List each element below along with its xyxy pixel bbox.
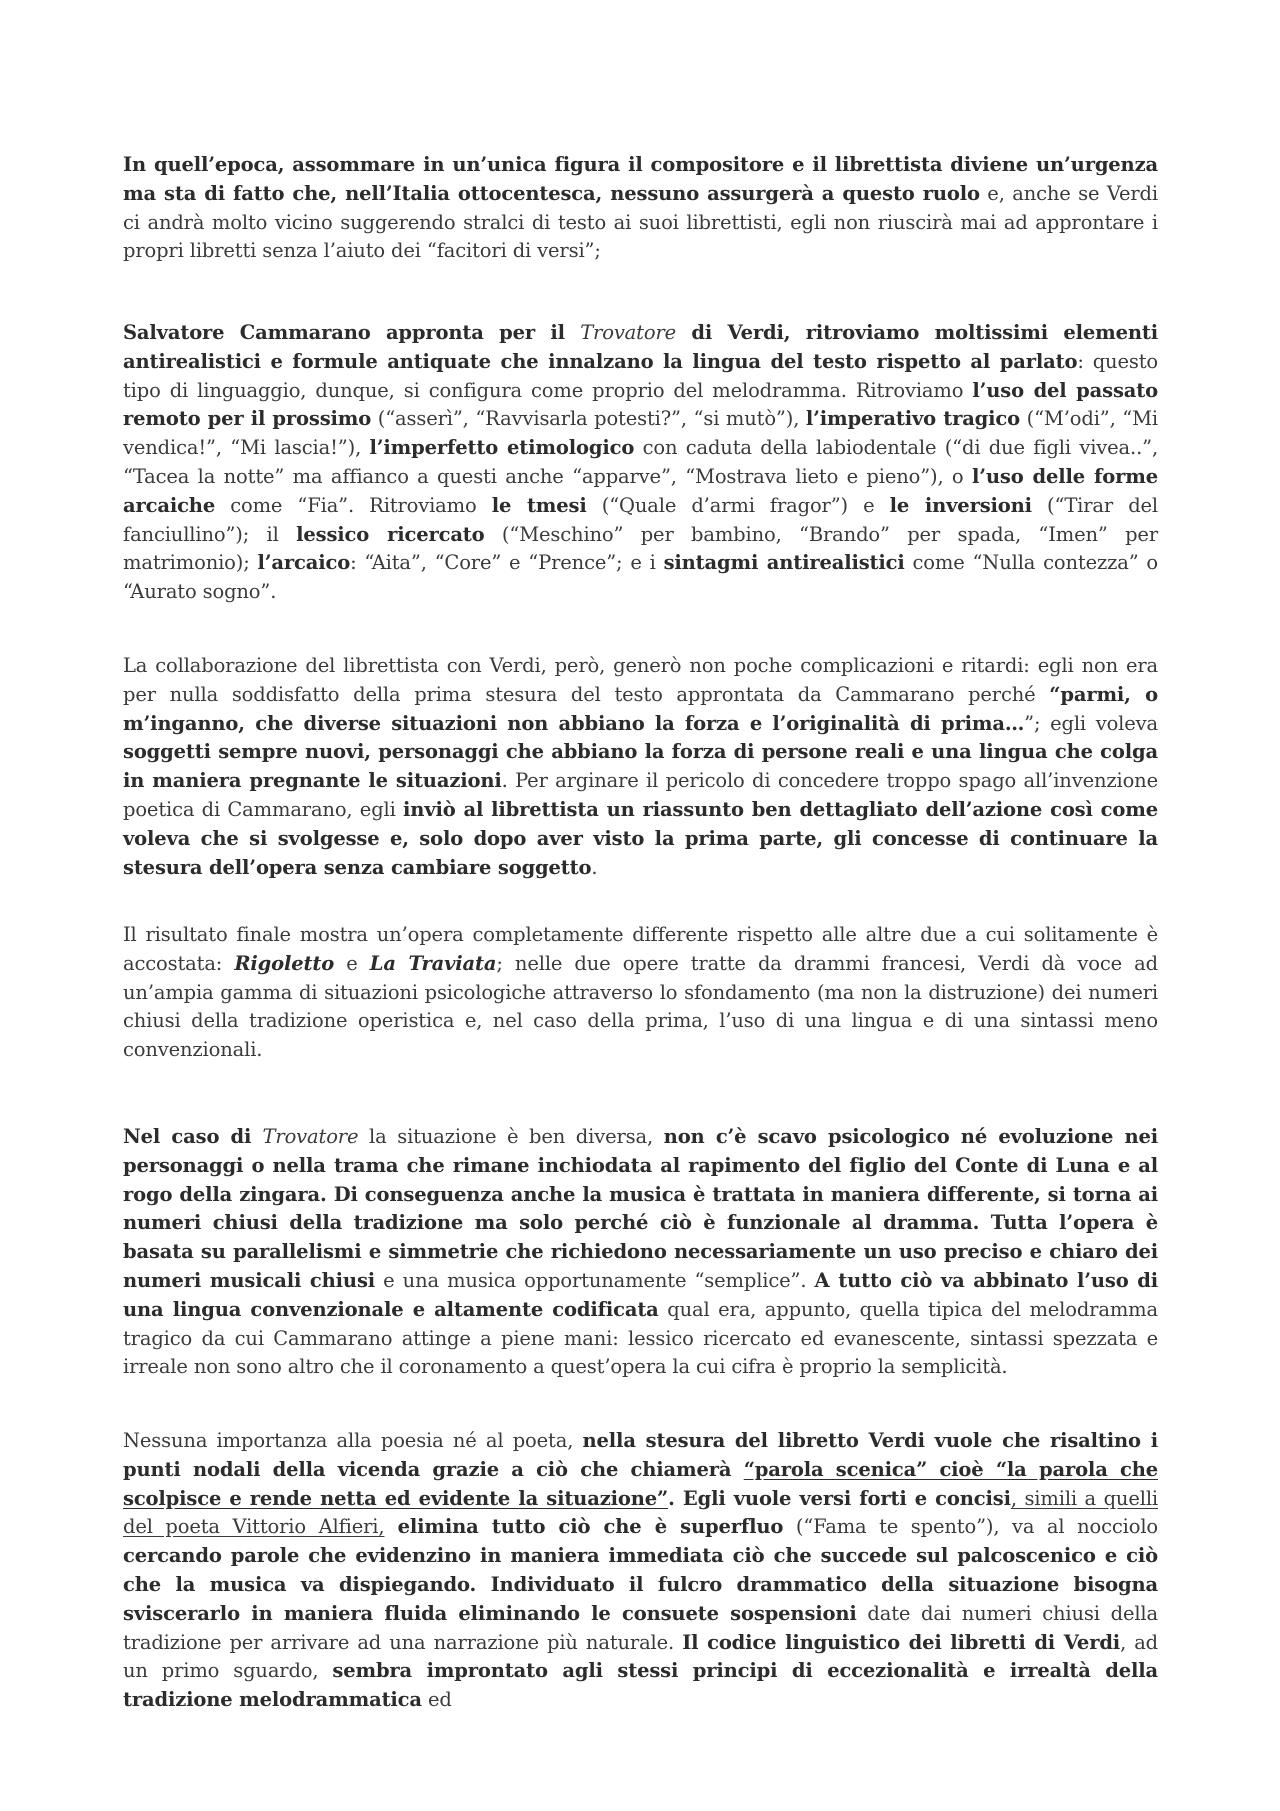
text-segment: cercando parole che evidenzino in maniera immediata ciò che succede sul palcoscenico e ciò che la musica va dispiegando. Individuato il fulcro drammatico della situazione bisogna sviscerarlo in maniera fluida eliminando le consuete sospensioni xyxy=(123,1544,1158,1625)
paragraph-composer-librettist xyxy=(123,151,1158,266)
text-segment: con caduta della labiodentale (“di due figli vivea..”, “Tacea la notte” ma affianco a questi anche “apparve”, “Mostrava lieto e pieno”), o xyxy=(123,436,1158,488)
text-segment: di Verdi, ritroviamo moltissimi elementi antirealistici e formule antiquate che innalzano la lingua del testo rispetto al parlato xyxy=(123,321,1158,373)
text-segment: , simili a quelli del poeta Vittorio Alfieri, xyxy=(123,1486,1158,1539)
text-segment: la situazione è ben diversa, xyxy=(358,1125,664,1148)
text-segment: Rigoletto xyxy=(234,951,335,975)
text-segment: l’uso delle forme arcaiche xyxy=(123,464,1159,517)
text-segment: (“Quale d’armi fragor”) e xyxy=(586,493,890,517)
text-segment: (“Tirar del fanciullino”); il xyxy=(123,493,1159,546)
text-segment: (“Fama te spento”), va al nocciolo xyxy=(783,1515,1158,1539)
text-segment: A tutto ciò va abbinato l’uso di una lingua convenzionale e altamente codificata xyxy=(123,1268,1159,1321)
text-segment: l’uso del passato remoto per il prossimo xyxy=(123,378,1159,431)
text-segment: La collaborazione del librettista con Verdi, però, generò non poche complicazioni e ritardi: egli non era per nulla soddisfatto della prima stesura del testo approntata da Cammarano perché xyxy=(123,654,1158,706)
text-segment: inviò al librettista un riassunto ben dettagliato dell’azione così come voleva che si svolgesse e, solo dopo aver visto la prima parte, gli concesse di continuare la stesura dell’opera senza cambiare soggetto xyxy=(123,797,1158,879)
text-segment: “parola scenica” cioè “la parola che scolpisce e rende netta ed evidente la situazione” xyxy=(123,1457,1158,1510)
text-segment: Nessuna importanza alla poesia né al poeta, xyxy=(123,1429,583,1452)
text-segment: : “Aita”, “Core” e “Prence”; e i xyxy=(350,551,664,575)
text-segment: Il risultato finale mostra un’opera completamente differente rispetto alle altre due a cui solitamente è accostata: xyxy=(123,923,1158,975)
text-segment: . Per arginare il pericolo di concedere troppo spago all’invenzione poetica di Cammarano, egli xyxy=(123,769,1158,821)
text-segment: ; nelle due opere tratte da drammi francesi, Verdi dà voce ad un’ampia gamma di situazioni psicologiche attraverso lo sfondamento (ma non la distruzione) dei numeri chiusi della tradizione operistica e, nel caso della prima, l’uso di una lingua e di una sintassi meno convenzionali. xyxy=(123,951,1158,1062)
paragraph-parola-scenica xyxy=(123,1427,1158,1715)
text-segment: date dai numeri chiusi della tradizione per arrivare ad una narrazione più naturale. xyxy=(123,1601,1158,1654)
paragraph-collaboration-cammarano xyxy=(123,652,1158,882)
text-segment: (“Meschino” per bambino, “Brando” per spada, “Imen” per matrimonio); xyxy=(123,522,1158,575)
text-segment: Nel caso di xyxy=(123,1125,263,1148)
text-segment: l’imperfetto etimologico xyxy=(369,436,635,460)
text-segment: l’arcaico xyxy=(257,551,351,575)
text-segment: ed xyxy=(421,1688,452,1712)
text-segment: le inversioni xyxy=(889,493,1032,517)
text-segment: Trovatore xyxy=(262,1125,359,1148)
text-segment: e una musica opportunamente “semplice”. xyxy=(375,1268,815,1292)
text-segment: come “Nulla contezza” o “Aurato sogno”. xyxy=(123,551,1158,604)
text-segment: . xyxy=(591,855,598,879)
text-segment: elimina tutto ciò che è superfluo xyxy=(384,1515,784,1539)
text-segment: . Egli vuole versi forti e concisi xyxy=(668,1486,1011,1510)
text-segment: ”; egli voleva xyxy=(1024,711,1158,735)
text-segment: qual era, appunto, quella tipica del melodramma tragico da cui Cammarano attinge a piene mani: lessico ricercato ed evanescente, sintassi spezzata e irreale non sono altro che il coronamento a quest’opera la cui cifra è proprio la semplicità. xyxy=(123,1297,1158,1379)
text-segment: sintagmi antirealistici xyxy=(663,551,905,575)
text-segment: non c’è scavo psicologico né evoluzione nei personaggi o nella trama che rimane inchiodata al rapimento del figlio del Conte di Luna e al rogo della zingara. Di conseguenza anche la musica è trattata in maniera differente, si torna ai numeri chiusi della tradizione ma solo perché ciò è funzionale al dramma. Tutta l’opera è basata su parallelismi e simmetrie che richiedono necessariamente un uso preciso e chiaro dei numeri musicali chiusi xyxy=(123,1125,1159,1292)
text-segment: Trovatore xyxy=(580,321,677,344)
text-segment: “parmi, o m’inganno, che diverse situazioni non abbiano la forza e l’originalità di prima… xyxy=(123,682,1158,735)
paragraph-trovatore-situation xyxy=(123,1123,1158,1382)
text-segment: La Traviata xyxy=(369,951,497,975)
text-segment: , ad un primo sguardo, xyxy=(123,1630,1159,1683)
text-segment: Il codice linguistico dei libretti di Verdi xyxy=(682,1630,1121,1654)
text-segment: e, anche se Verdi ci andrà molto vicino suggerendo stralci di testo ai suoi librettisti, egli non riuscirà mai ad approntare i propri libretti senza l’aiuto dei “facitori di versi”; xyxy=(123,181,1158,263)
text-segment: soggetti sempre nuovi, personaggi che abbiano la forza di persone reali e una lingua che colga in maniera pregnante le situazioni xyxy=(123,740,1158,793)
text-segment: (“asserì”, “Ravvisarla potesti?”, “si mutò”), xyxy=(371,407,806,431)
text-segment: In quell’epoca, assommare in un’unica figura il compositore e il librettista diviene un’urgenza ma sta di fatto che, nell’Italia ottocentesca, nessuno assurgerà a questo ruolo xyxy=(123,153,1158,205)
text-segment: sembra improntato agli stessi principi di eccezionalità e irrealtà della tradizione melodrammatica xyxy=(123,1659,1158,1712)
text-segment: nella stesura del libretto Verdi vuole che risaltino i punti nodali della vicenda grazie a ciò che chiamerà xyxy=(123,1429,1158,1481)
text-segment: le tmesi xyxy=(491,493,587,517)
text-segment: (“M’odi”, “Mi vendica!”, “Mi lascia!”), xyxy=(123,407,1158,460)
text-segment: e xyxy=(334,951,370,975)
text-segment: Salvatore Cammarano appronta per il xyxy=(123,321,581,344)
text-segment: l’imperativo tragico xyxy=(805,407,1021,431)
text-segment: lessico ricercato xyxy=(296,522,485,546)
text-segment: : questo tipo di linguaggio, dunque, si configura come proprio del melodramma. Ritroviamo xyxy=(123,349,1158,402)
paragraph-trovatore-language xyxy=(123,319,1158,607)
text-segment: come “Fia”. Ritroviamo xyxy=(215,493,492,517)
paragraph-final-result xyxy=(123,921,1158,1065)
